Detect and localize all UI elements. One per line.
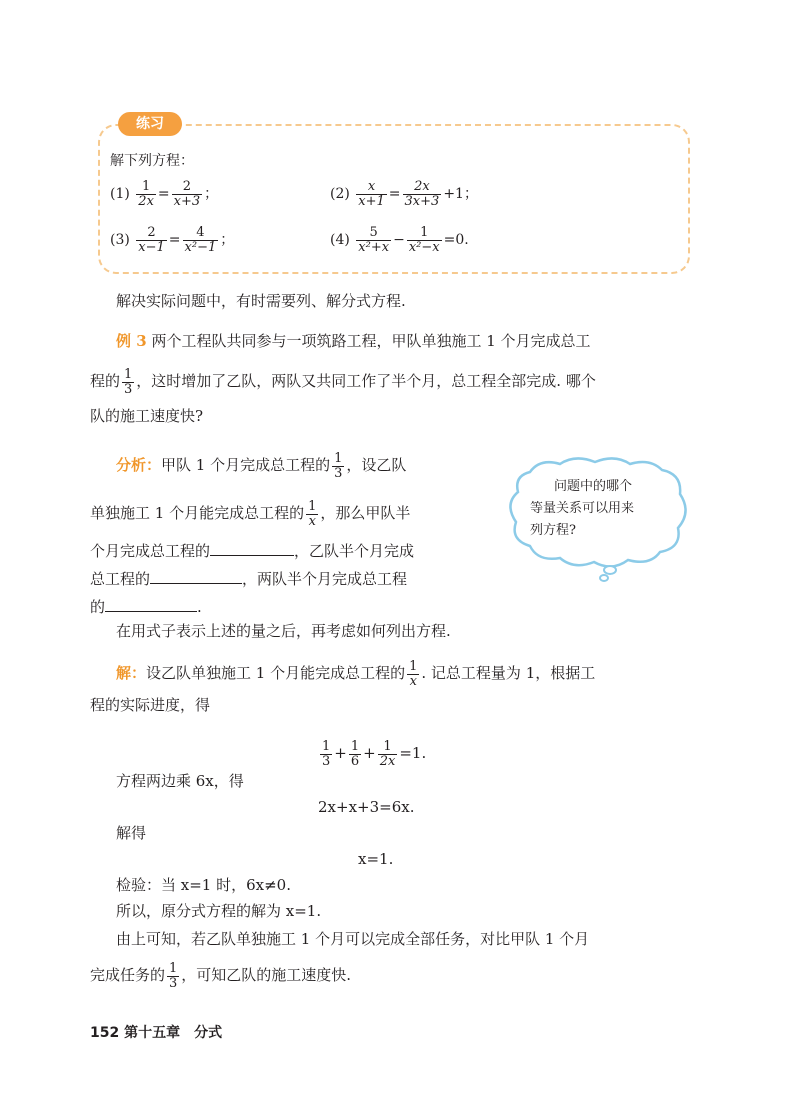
equation-1: $\frac{1}{3}$ + $\frac{1}{6}$ + $\frac{1}{2x}$ =1. [322, 739, 427, 769]
fraction-one-over-x: $\frac{1}{x}$ [308, 499, 317, 529]
item-label: (2) [330, 186, 350, 203]
analysis-line-2: 单独施工 1 个月能完成总工程的 $\frac{1}{x}$ ，那么甲队半 [90, 499, 411, 529]
fraction: $\frac{5}{\text{x²+x}}$ [358, 225, 390, 255]
chapter-title: 第十五章 分式 [124, 1025, 223, 1041]
bubble-text-1: 问题中的哪个 [554, 479, 633, 494]
practice-item-1: (1) $\frac{1}{2x}$ = $\frac{2}{x+3}$ ； [110, 179, 219, 209]
answer-blank[interactable] [210, 541, 294, 556]
solution-line-1: 解：设乙队单独施工 1 个月能完成总工程的 $\frac{1}{x}$ . 记总工程量为 1，根据工 [116, 659, 596, 689]
item-label: (1) [110, 186, 130, 203]
solution-final-2: 完成任务的 $\frac{1}{3}$ ，可知乙队的施工速度快. [90, 961, 352, 991]
analysis-line-4: 总工程的 ，两队半个月完成总工程 [90, 570, 408, 588]
analysis-after: 在用式子表示上述的量之后，再考虑如何列出方程. [116, 622, 451, 640]
fraction-one-over-x: $\frac{1}{x}$ [409, 659, 418, 689]
fraction-one-third: $\frac{1}{3}$ [334, 451, 343, 481]
item-label: (3) [110, 232, 130, 249]
fraction-one-third: $\frac{1}{3}$ [124, 367, 133, 397]
solution-conclusion: 所以，原分式方程的解为 x=1. [116, 902, 322, 920]
example-text: 两个工程队共同参与一项筑路工程，甲队单独施工 1 个月完成总工 [151, 332, 591, 350]
solution-check: 检验：当 x=1 时，6x≠0. [116, 876, 291, 894]
analysis-line-3: 个月完成总工程的 ，乙队半个月完成 [90, 542, 415, 560]
fraction: $\frac{2}{x+3}$ [173, 179, 201, 209]
practice-instruction: 解下列方程： [110, 153, 194, 169]
equation-3: x=1. [358, 850, 394, 868]
example-label: 例 3 [116, 332, 147, 350]
answer-blank[interactable] [105, 597, 197, 612]
fraction: $\frac{2}{x-1}$ [138, 225, 165, 255]
practice-badge: 练习 [118, 112, 182, 136]
bubble-text-3: 列方程? [530, 523, 576, 538]
solution-step-3: 解得 [116, 824, 147, 842]
solution-step-2: 方程两边乘 6x，得 [116, 772, 244, 790]
example-line-1 [116, 330, 591, 352]
example-line-2: 程的 $\frac{1}{3}$ ，这时增加了乙队，两队又共同工作了半个月，总工程全部完成. 哪个 [90, 367, 596, 397]
solution-label: 解： [116, 664, 147, 683]
item-label: (4) [330, 232, 350, 249]
answer-blank[interactable] [150, 569, 242, 584]
practice-item-4: (4) $\frac{5}{\text{x²+x}}$ − $\frac{1}{\text{x²−x}}$ =0. [330, 225, 469, 255]
page-number: 152 [90, 1025, 120, 1041]
fraction-one-third: $\frac{1}{3}$ [169, 961, 178, 991]
fraction: $\frac{2x}{3x+3}$ [404, 179, 440, 209]
bubble-text-2: 等量关系可以用来 [530, 501, 635, 516]
example-line-3: 队的施工速度快? [90, 407, 204, 425]
analysis-line-1: 分析：甲队 1 个月完成总工程的 $\frac{1}{3}$ ，设乙队 [116, 451, 407, 481]
fraction: $\frac{x}{x+1}$ [358, 179, 385, 209]
analysis-line-5: 的 . [90, 598, 202, 616]
intro-text: 解决实际问题中，有时需要列、解分式方程. [116, 292, 406, 310]
fraction: $\frac{1}{2x}$ [138, 179, 154, 209]
solution-line-2: 程的实际进度，得 [90, 696, 211, 714]
fraction: $\frac{4}{\text{x²−1}}$ [184, 225, 217, 255]
practice-item-3: (3) $\frac{2}{x-1}$ = $\frac{4}{\text{x²−1}}$ ； [110, 225, 235, 255]
fraction: $\frac{1}{\text{x²−x}}$ [408, 225, 440, 255]
page-footer [90, 1022, 222, 1044]
analysis-label: 分析： [116, 456, 162, 475]
practice-item-2: (2) $\frac{x}{x+1}$ = $\frac{2x}{3x+3}$ +1； [330, 179, 478, 209]
equation-2: 2x+x+3=6x. [318, 798, 415, 816]
solution-final-1: 由上可知，若乙队单独施工 1 个月可以完成全部任务，对比甲队 1 个月 [116, 930, 590, 948]
